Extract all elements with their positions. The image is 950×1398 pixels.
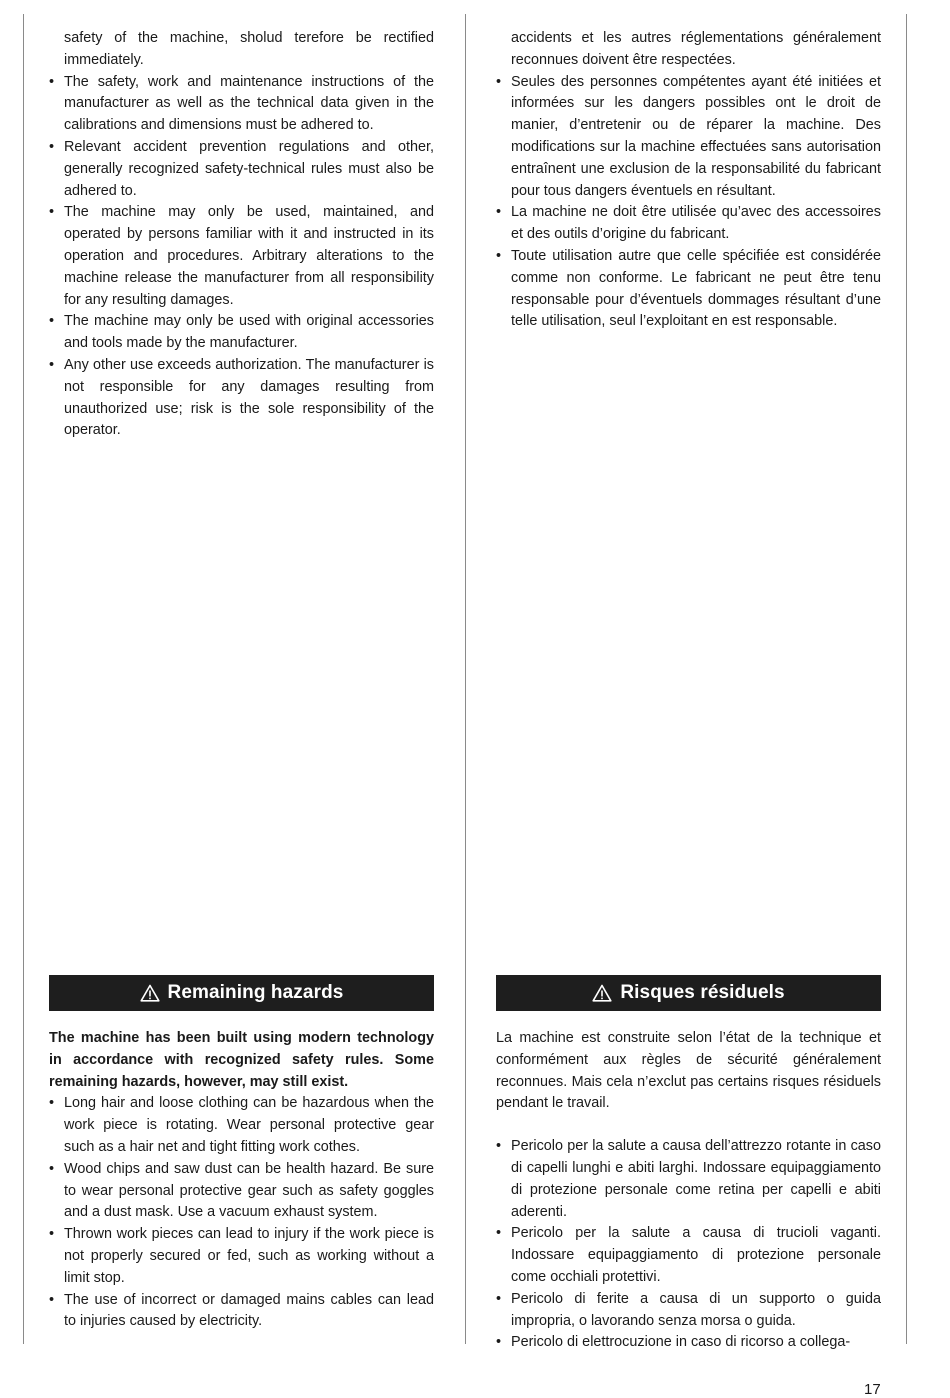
list-item: • Seules des personnes compétentes ayant été initiées et informées sur les dangers possibles ont le droit de manier, d’entretenir ou de réparer la machine. Des modifications sur la machine effectuées sans autorisation entraînent une exclusion de la responsabilité du fabricant pour tous dangers éventuels en résultant. <box>496 72 881 203</box>
warning-triangle-icon <box>592 984 612 1002</box>
list-item: • La machine ne doit être utilisée qu’avec des accessoires et des outils d’origine du fabricant. <box>496 202 881 246</box>
remaining-hazards-heading <box>49 975 434 1011</box>
page-number: 17 <box>864 1381 881 1398</box>
list-item: • The machine may only be used, maintained, and operated by persons familiar with it and instructed in its operation and procedures. Arbitrary alterations to the machine release the manufacturer from all responsibility for any resulting damages. <box>49 202 434 311</box>
left-top-section <box>49 28 434 442</box>
bullet-list <box>49 72 434 443</box>
list-item: • Any other use exceeds authorization. The manufacturer is not responsible for any damages resulting from unauthorized use; risk is the sole responsibility of the operator. <box>49 355 434 442</box>
list-item: • Wood chips and saw dust can be health hazard. Be sure to wear personal protective gear such as safety goggles and a dust mask. Use a vacuum exhaust system. <box>49 1159 434 1224</box>
list-item: • Pericolo per la salute a causa dell’attrezzo rotante in caso di capelli lunghi e abiti larghi. Indossare equipaggiamento di protezione personale come retina per capelli e abiti aderenti. <box>496 1136 881 1223</box>
heading-text: Risques résiduels <box>620 982 785 1003</box>
left-margin-rule <box>23 14 24 1344</box>
list-item: • The safety, work and maintenance instructions of the manufacturer as well as the technical data given in the calibrations and dimensions must be adhered to. <box>49 72 434 137</box>
right-top-section <box>496 28 881 333</box>
left-bottom-section <box>49 1028 434 1333</box>
continuation-text: safety of the machine, sholud terefore be rectified immediately. <box>64 30 434 68</box>
intro-paragraph: The machine has been built using modern technology in accordance with recognized safety rules. Some remaining hazards, however, may still exist. <box>49 1030 434 1090</box>
continuation-text: accidents et les autres réglementations généralement reconnues doivent être respectées. <box>511 30 881 68</box>
center-rule <box>465 14 466 1344</box>
list-item: • Pericolo di elettrocuzione in caso di ricorso a collega- <box>496 1332 881 1354</box>
bullet-list <box>496 1136 881 1354</box>
right-bottom-section <box>496 1028 881 1354</box>
list-item: • Long hair and loose clothing can be hazardous when the work piece is rotating. Wear personal protective gear such as a hair net and tight fitting work cothes. <box>49 1093 434 1158</box>
warning-triangle-icon <box>140 984 160 1002</box>
intro-paragraph: La machine est construite selon l’état de la technique et conformément aux règles de sécurité généralement reconnues. Mais cela n’exclut pas certains risques résiduels pendant le travail. <box>496 1030 881 1112</box>
list-item: • Toute utilisation autre que celle spécifiée est considérée comme non conforme. Le fabricant ne peut être tenu responsable pour d’éventuels dommages résultant d’une telle utilisation, seul l’exploitant en est responsable. <box>496 246 881 333</box>
risques-residuels-heading <box>496 975 881 1011</box>
bullet-list <box>496 72 881 334</box>
list-item: • Pericolo di ferite a causa di un supporto o guida impropria, o lavorando senza morsa o guida. <box>496 1289 881 1333</box>
list-item: • The use of incorrect or damaged mains cables can lead to injuries caused by electricity. <box>49 1290 434 1334</box>
list-item: • Pericolo per la salute a causa di trucioli vaganti. Indossare equipaggiamento di protezione personale come occhiali protettivi. <box>496 1223 881 1288</box>
list-item: • Relevant accident prevention regulations and other, generally recognized safety-technical rules must also be adhered to. <box>49 137 434 202</box>
list-item: • The machine may only be used with original accessories and tools made by the manufacturer. <box>49 311 434 355</box>
list-item: • Thrown work pieces can lead to injury if the work piece is not properly secured or fed, such as working without a limit stop. <box>49 1224 434 1289</box>
bullet-list <box>49 1093 434 1333</box>
right-margin-rule <box>906 14 907 1344</box>
heading-text: Remaining hazards <box>167 982 344 1003</box>
